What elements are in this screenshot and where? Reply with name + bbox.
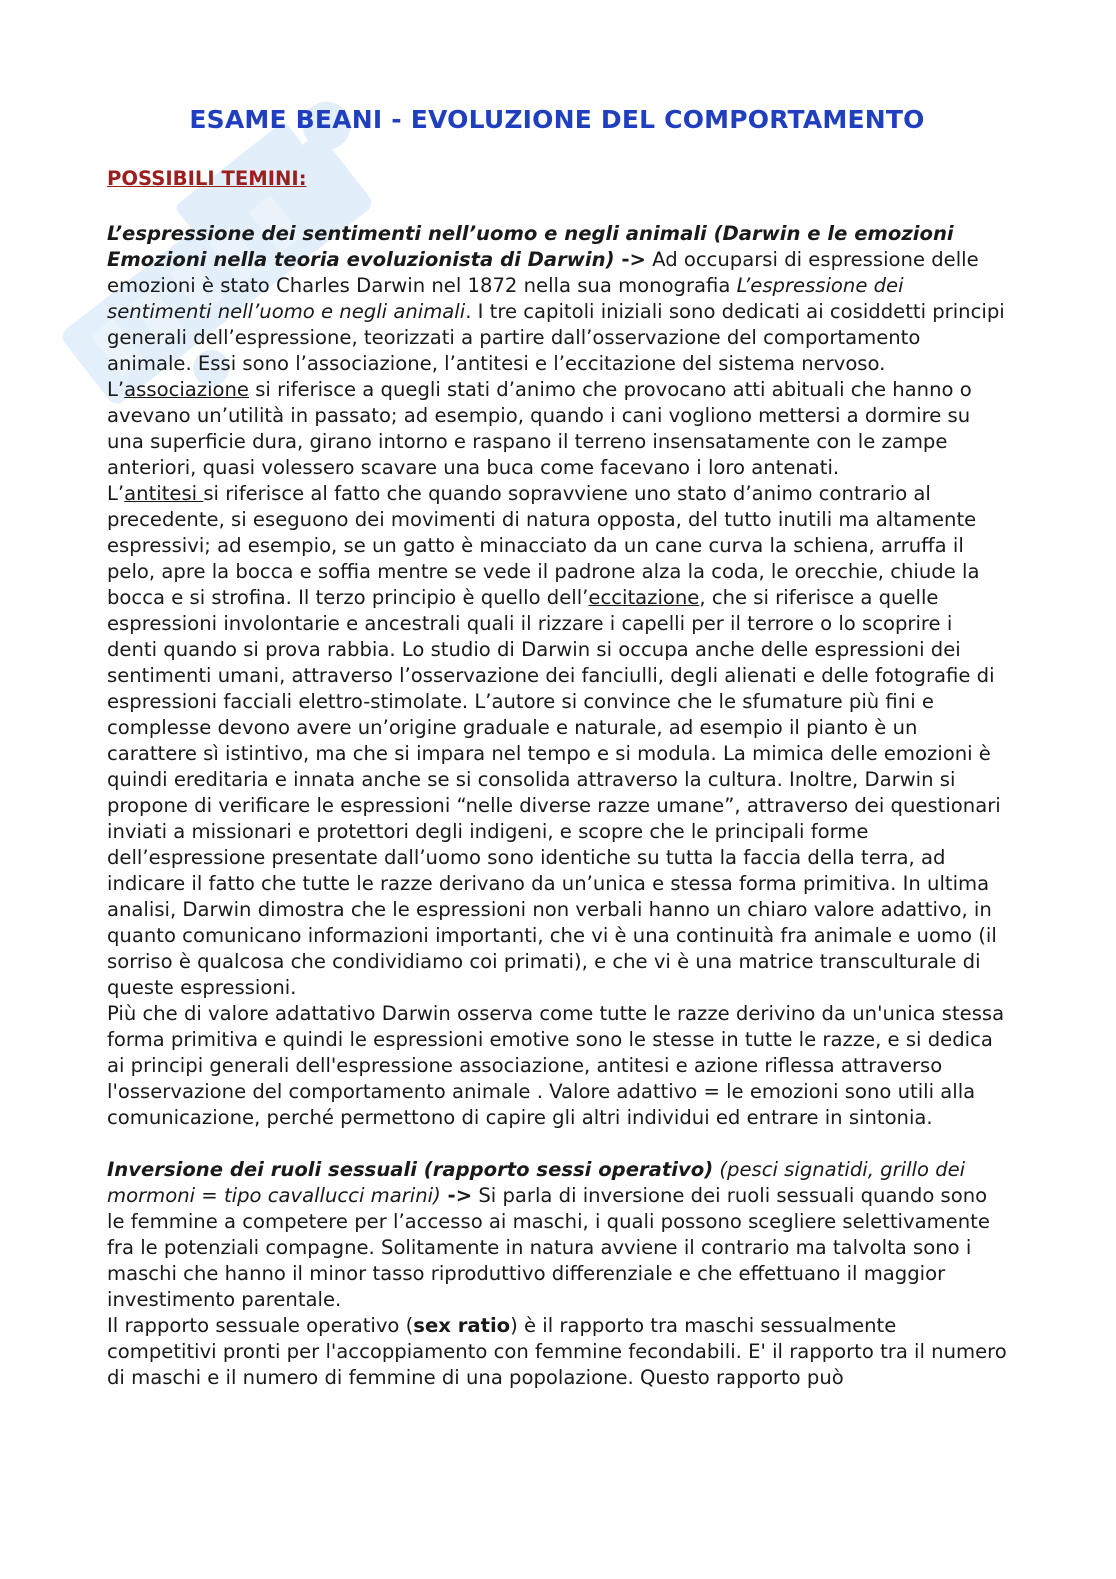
body-text: Si parla di inversione dei ruoli sessuali quando sono le femmine a competere per l’accesso ai maschi, i quali possono scegliere selettivamente fra le potenziali compagne. Solitamente in natura avviene il contrario ma talvolta sono i maschi che hanno il minor tasso riproduttivo differenziale e che effettuano il maggior investimento parentale.	[107, 1184, 990, 1311]
section-heading: POSSIBILI TEMINI:	[107, 167, 307, 190]
body-text: si riferisce al fatto che quando sopravviene uno stato d’animo contrario al precedente, si eseguono dei movimenti di natura opposta, del tutto inutili ma altamente espressivi; ad esempio, se un gatto è minacciato da un cane curva la schiena, arruffa il pelo, apre la bocca e soffia mentre se vede il padrone alza la coda, le orecchie, chiude la bocca e si strofina. Il terzo principio è quello dell’	[107, 482, 980, 609]
body-text: ) è il rapporto tra maschi sessualmente competitivi pronti per l'accoppiamento con femmine fecondabili. E' il rapporto tra il numero di maschi e il numero di femmine di una popolazione. Questo rapporto può	[107, 1314, 1007, 1389]
body-text: L’	[107, 482, 125, 505]
sex-ratio-paragraph	[107, 1313, 1007, 1391]
darwin-summary-paragraph: Più che di valore adattativo Darwin osserva come tutte le razze derivino da un'unica stessa forma primitiva e quindi le espressioni emotive sono le stesse in tutte le razze, e si dedica ai principi generali dell'espressione associazione, antitesi e azione riflessa attraverso l'osservazione del comportamento animale . Valore adattivo = le emozioni sono utili alla comunicazione, perché permettono di capire gli altri individui ed entrare in sintonia.	[107, 1002, 1005, 1129]
document-page	[107, 104, 1007, 1391]
topic-sex-roles-heading: Inversione dei ruoli sessuali (rapporto sessi operativo)	[107, 1158, 714, 1181]
arrow: ->	[614, 248, 646, 271]
term-eccitazione: eccitazione	[588, 586, 700, 609]
term-antitesi: antitesi	[124, 482, 204, 505]
body-text: . I tre capitoli iniziali sono dedicati ai cosiddetti principi generali dell’espressione, teorizzati a partire dall’osservazione del comportamento animale. Essi sono l’associazione, l’antitesi e l’eccitazione del sistema nervoso. L’	[107, 300, 1005, 401]
document-title: ESAME BEANI - EVOLUZIONE DEL COMPORTAMENTO	[189, 105, 925, 134]
body-text: Il rapporto sessuale operativo (	[107, 1314, 414, 1337]
body-text: , che si riferisce a quelle espressioni involontarie e ancestrali quali il rizzare i capelli per il terrore o lo scoprire i denti quando si prova rabbia. Lo studio di Darwin si occupa anche delle espressioni dei sentimenti umani, attraverso l’osservazione dei fanciulli, degli alienati e delle fotografie di espressioni facciali elettro-stimolate. L’autore si convince che le sfumature più fini e complesse devono avere un’origine graduale e naturale, ad esempio il pianto è un carattere sì istintivo, ma che si impara nel tempo e si modula. La mimica delle emozioni è quindi ereditaria e innata anche se si consolida attraverso la cultura. Inoltre, Darwin si propone di verificare le espressioni “nelle diverse razze umane”, attraverso dei questionari inviati a missionari e protettori degli indigeni, e scopre che le principali forme dell’espressione presentate dall’uomo sono identiche su tutta la faccia della terra, ad indicare il fatto che tutte le razze derivano da un’unica e stessa forma primitiva. In ultima analisi, Darwin dimostra che le espressioni non verbali hanno un chiaro valore adattivo, in quanto comunicano informazioni importanti, che vi è una continuità fra animale e uomo (il sorriso è qualcosa che condividiamo coi primati), e che vi è una matrice transculturale di queste espressioni.	[107, 586, 1001, 999]
topic-darwin-paragraph	[107, 221, 1007, 1001]
body-text: si riferisce a quegli stati d’animo che provocano atti abituali che hanno o avevano un’utilità in passato; ad esempio, quando i cani vogliono mettersi a dormire su una superficie dura, girano intorno e raspano il terreno insensatamente con le zampe anteriori, quasi volessero scavare una buca come facevano i loro antenati.	[107, 378, 972, 479]
body-text: Ad occuparsi di espressione delle emozioni è stato Charles Darwin nel 1872 nella sua monografia	[107, 248, 979, 297]
topic-darwin-heading: L’espressione dei sentimenti nell’uomo e negli animali (Darwin e le emozioni Emozioni nella teoria evoluzionista di Darwin)	[107, 222, 954, 271]
book-title: L’espressione dei sentimenti nell’uomo e negli animali	[107, 274, 904, 323]
arrow: ->	[440, 1184, 473, 1207]
term-sex-ratio: sex ratio	[413, 1314, 511, 1337]
topic-sex-roles-paragraph	[107, 1157, 1007, 1313]
term-associazione: associazione	[124, 378, 249, 401]
examples-note: (pesci signatidi, grillo dei mormoni = tipo cavallucci marini)	[107, 1158, 966, 1207]
